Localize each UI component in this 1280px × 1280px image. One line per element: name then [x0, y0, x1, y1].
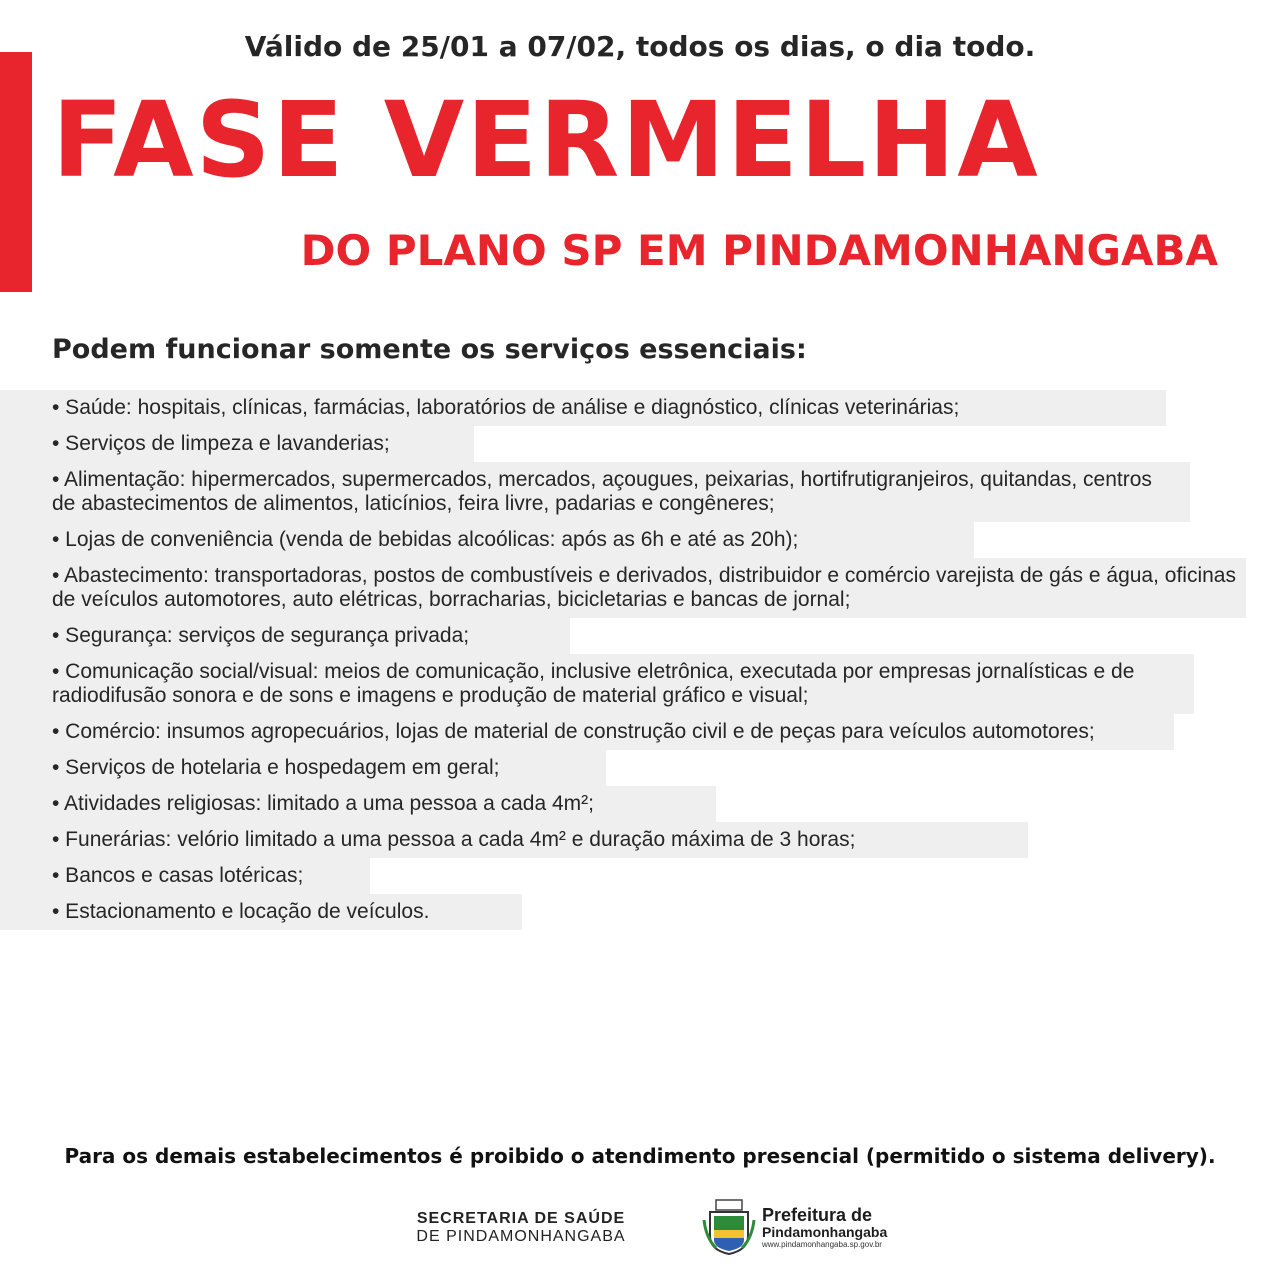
- list-item: • Comércio: insumos agropecuários, lojas de material de construção civil e de peças para veículos automotores;: [0, 714, 1174, 750]
- secretaria-line2: DE PINDAMONHANGABA: [416, 1228, 626, 1245]
- list-item: • Lojas de conveniência (venda de bebidas alcoólicas: após as 6h e até as 20h);: [0, 522, 974, 558]
- list-item: • Serviços de limpeza e lavanderias;: [0, 426, 474, 462]
- list-item: • Comunicação social/visual: meios de comunicação, inclusive eletrônica, executada por empresas jornalísticas e de radiodifusão sonora e de sons e imagens e produção de material gráfico e visual;: [0, 654, 1194, 714]
- list-item: • Serviços de hotelaria e hospedagem em geral;: [0, 750, 606, 786]
- services-list: [0, 390, 1280, 930]
- city-crest-icon: [702, 1198, 756, 1256]
- red-accent-bar: [0, 52, 32, 292]
- page-title: FASE VERMELHA: [52, 79, 1040, 201]
- intro-heading: Podem funcionar somente os serviços essenciais:: [52, 334, 807, 365]
- list-item: • Saúde: hospitais, clínicas, farmácias, laboratórios de análise e diagnóstico, clínicas veterinárias;: [0, 390, 1166, 426]
- list-item: • Segurança: serviços de segurança privada;: [0, 618, 570, 654]
- list-item: • Bancos e casas lotéricas;: [0, 858, 370, 894]
- secretaria-line1: SECRETARIA DE SAÚDE: [416, 1210, 626, 1227]
- list-item: • Estacionamento e locação de veículos.: [0, 894, 522, 930]
- list-item: • Abastecimento: transportadoras, postos de combustíveis e derivados, distribuidor e comércio varejista de gás e água, oficinas de veículos automotores, auto elétricas, borracharias, bicicletarias e bancas de jornal;: [0, 558, 1246, 618]
- list-item: • Funerárias: velório limitado a uma pessoa a cada 4m² e duração máxima de 3 horas;: [0, 822, 1028, 858]
- prefeitura-url: www.pindamonhangaba.sp.gov.br: [762, 1240, 882, 1249]
- page-subtitle: DO PLANO SP EM PINDAMONHANGABA: [300, 226, 1218, 275]
- list-item: • Alimentação: hipermercados, supermercados, mercados, açougues, peixarias, hortifrutigranjeiros, quitandas, centros de abastecimentos de alimentos, laticínios, feira livre, padarias e congêneres;: [0, 462, 1190, 522]
- prefeitura-line2: Pindamonhangaba: [762, 1224, 888, 1240]
- secretaria-logo: [396, 1210, 646, 1246]
- list-item: • Atividades religiosas: limitado a uma pessoa a cada 4m²;: [0, 786, 716, 822]
- validity-text: Válido de 25/01 a 07/02, todos os dias, o dia todo.: [244, 30, 1036, 63]
- footer-note: Para os demais estabelecimentos é proibido o atendimento presencial (permitido o sistema delivery).: [64, 1144, 1216, 1168]
- prefeitura-line1: Prefeitura de: [762, 1205, 873, 1225]
- prefeitura-logo: [762, 1206, 887, 1249]
